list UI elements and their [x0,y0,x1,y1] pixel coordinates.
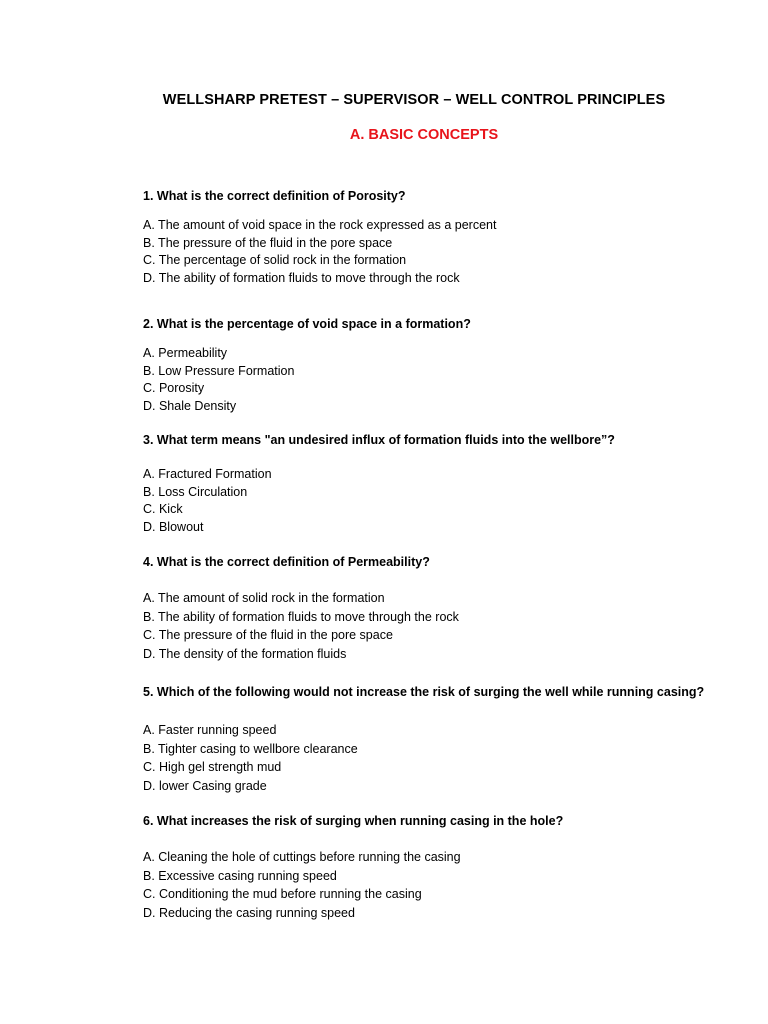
question-2-option-b: B. Low Pressure Formation [143,363,295,378]
question-4-option-d: D. The density of the formation fluids [143,646,347,661]
document-title: WELLSHARP PRETEST – SUPERVISOR – WELL CONTROL PRINCIPLES [162,92,666,108]
question-3: 3. What term means "an undesired influx of formation fluids into the wellbore”? [143,433,615,447]
question-5-option-c: C. High gel strength mud [143,760,282,775]
question-1-option-a: A. The amount of void space in the rock expressed as a percent [143,218,497,232]
question-6-option-b: B. Excessive casing running speed [143,868,337,883]
question-5: 5. Which of the following would not increase the risk of surging the well while running casing? [143,685,705,699]
question-2-option-d: D. Shale Density [143,398,237,413]
question-3-option-a: A. Fractured Formation [143,467,272,481]
question-4-options [143,589,743,663]
question-6-options [143,848,743,922]
question-1-option-d: D. The ability of formation fluids to move through the rock [143,270,460,285]
question-2-option-c: C. Porosity [143,381,205,396]
question-5-options [143,721,743,795]
question-2: 2. What is the percentage of void space in a formation? [143,317,471,331]
question-1-options [143,217,743,287]
question-6: 6. What increases the risk of surging when running casing in the hole? [143,814,564,828]
question-3-option-c: C. Kick [143,502,183,517]
section-heading: A. BASIC CONCEPTS [349,127,499,143]
question-2-option-a: A. Permeability [143,346,228,360]
question-5-option-a: A. Faster running speed [143,723,277,737]
question-3-option-d: D. Blowout [143,519,204,534]
question-6-option-a: A. Cleaning the hole of cuttings before running the casing [143,850,461,864]
question-1: 1. What is the correct definition of Porosity? [143,189,406,203]
question-2-options [143,345,743,415]
question-5-option-d: D. lower Casing grade [143,778,267,793]
question-4: 4. What is the correct definition of Permeability? [143,555,430,569]
question-6-option-c: C. Conditioning the mud before running the casing [143,887,422,902]
question-3-options [143,466,743,536]
question-1-option-c: C. The percentage of solid rock in the formation [143,253,407,268]
question-4-option-a: A. The amount of solid rock in the formation [143,591,385,605]
question-5-option-b: B. Tighter casing to wellbore clearance [143,741,358,756]
question-3-option-b: B. Loss Circulation [143,484,248,499]
question-6-option-d: D. Reducing the casing running speed [143,905,355,920]
question-4-option-c: C. The pressure of the fluid in the pore space [143,628,393,643]
question-1-option-b: B. The pressure of the fluid in the pore space [143,235,393,250]
question-4-option-b: B. The ability of formation fluids to move through the rock [143,609,459,624]
